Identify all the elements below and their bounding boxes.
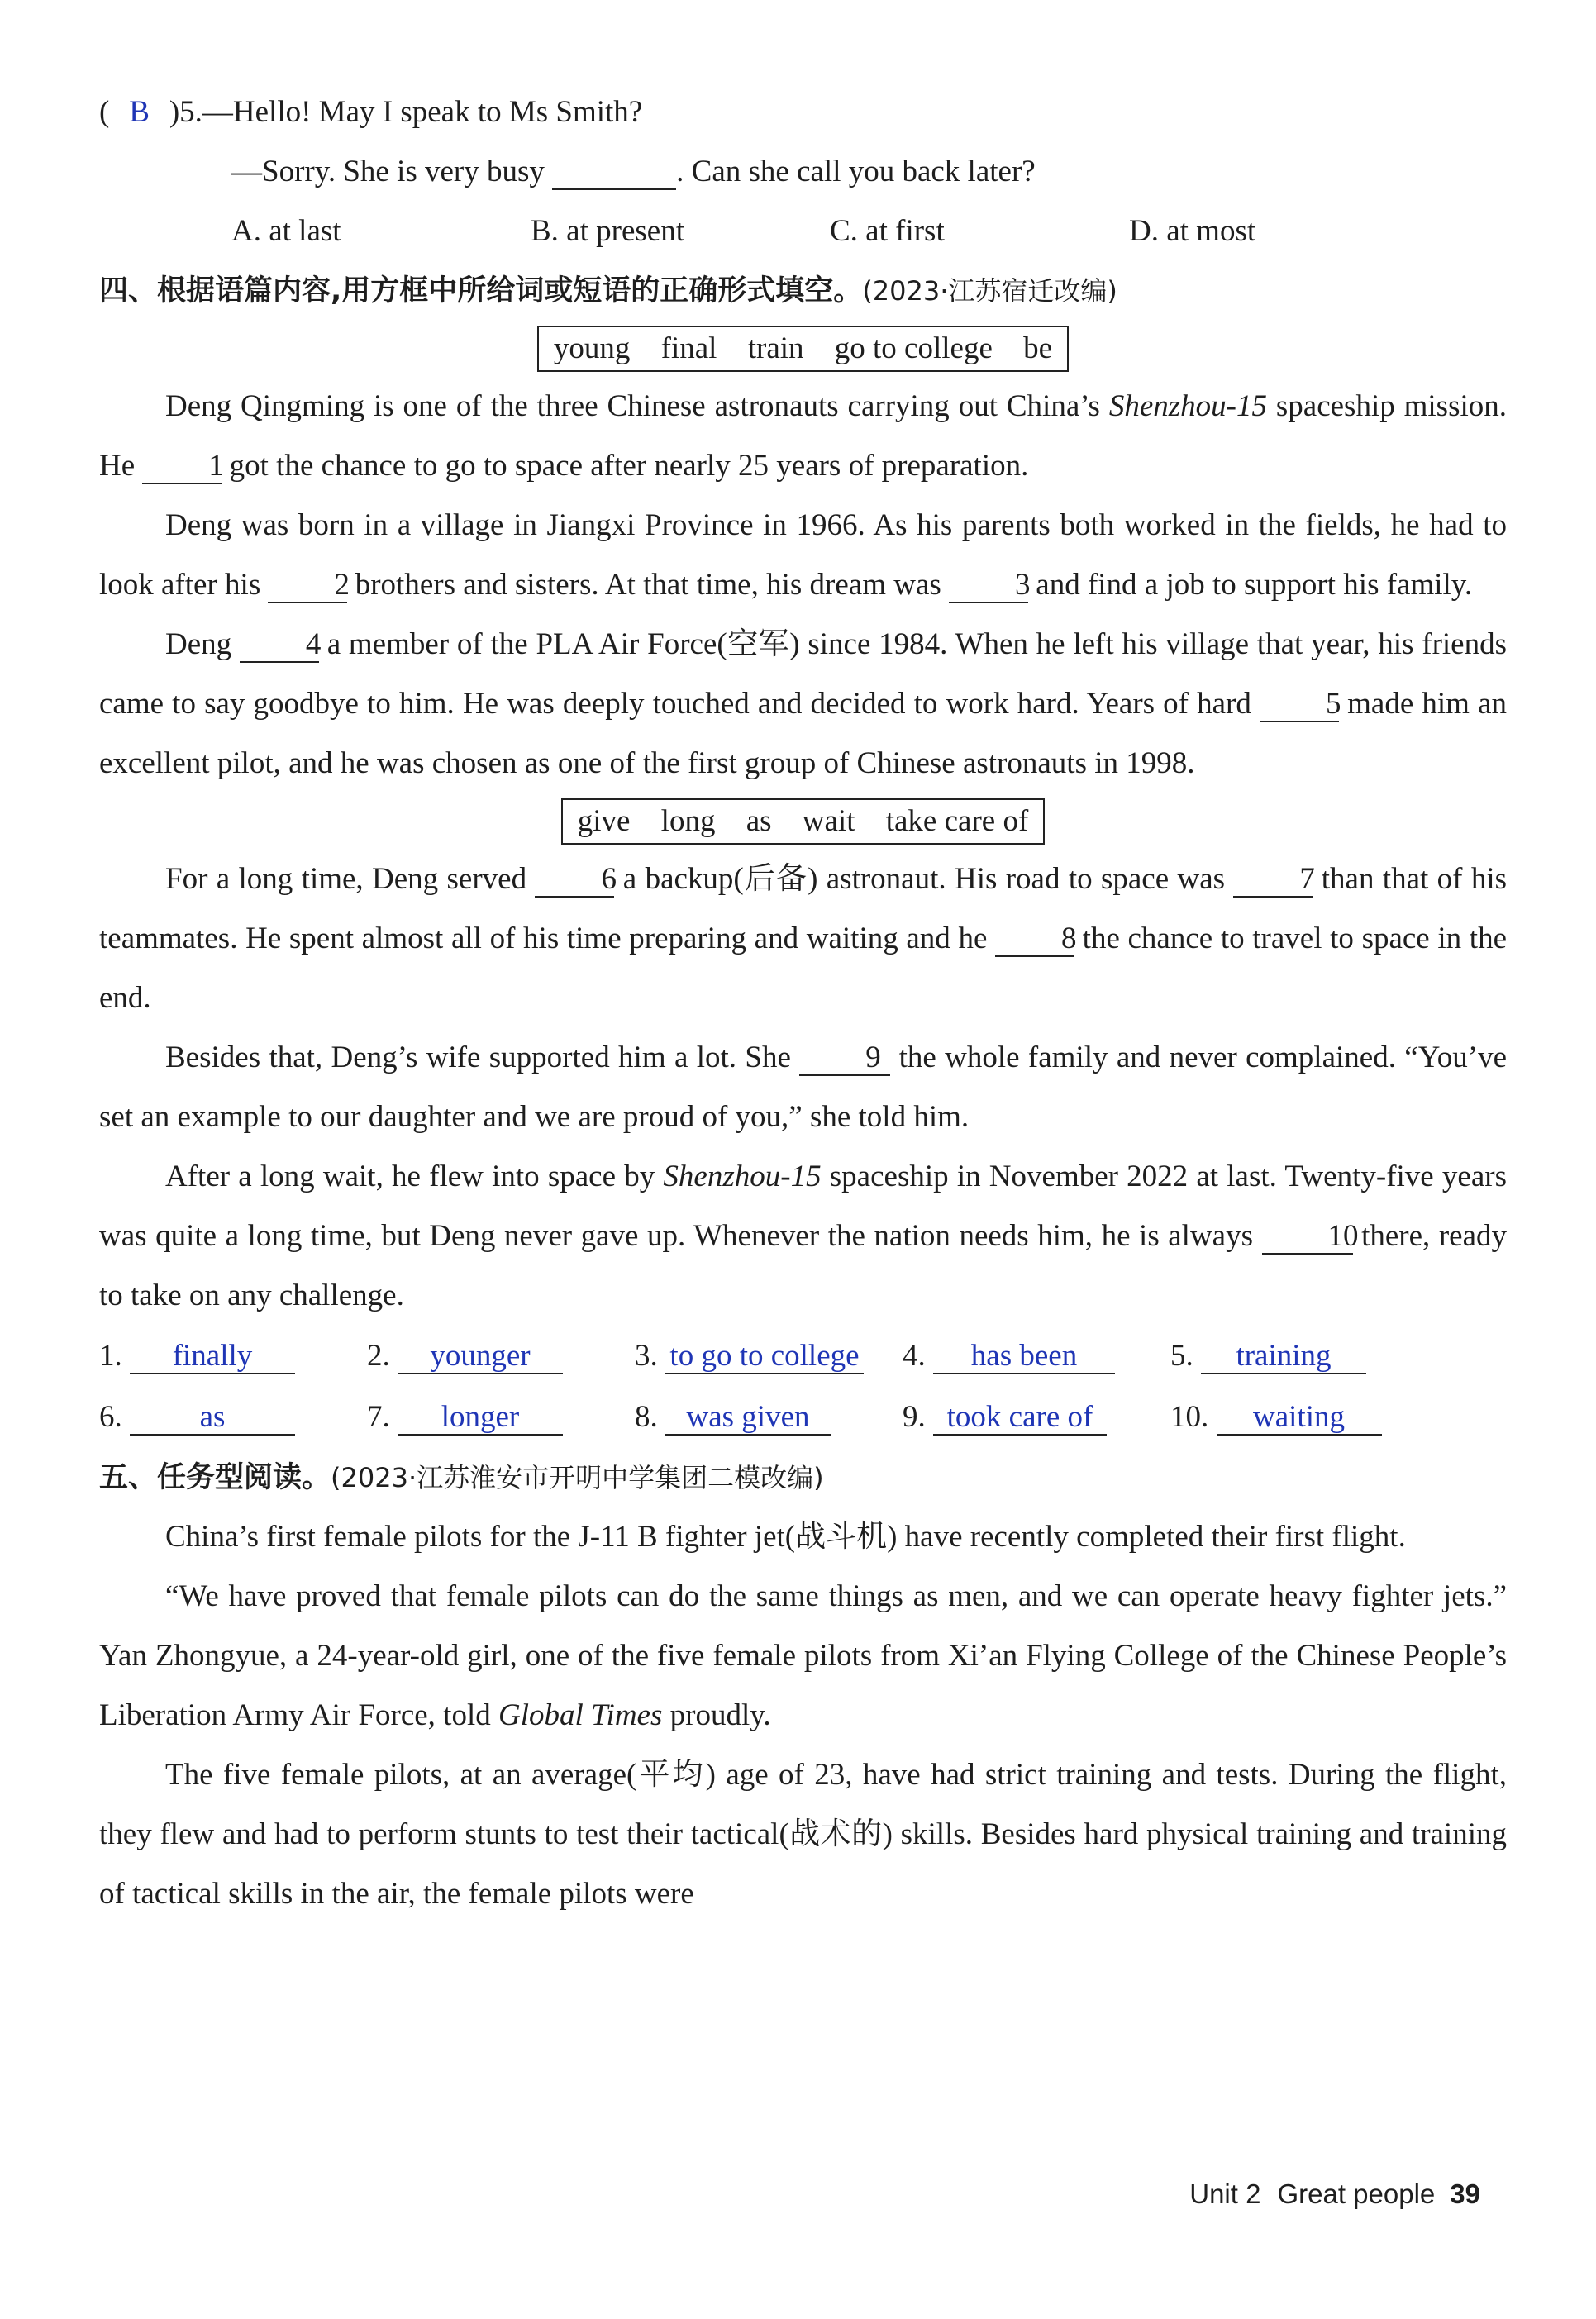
answer-6: 6. as	[99, 1387, 367, 1448]
unit-label: Unit 2	[1189, 2179, 1261, 2209]
answer-grid	[99, 1326, 1507, 1448]
question-5-options	[99, 202, 1507, 261]
question-5-answer: B	[129, 95, 150, 129]
passage-paragraph-3: Deng 4 a member of the PLA Air Force(空军) since 1984. When he left his village that year, his friends came to say goodbye to him. He was deeply touched and decided to work hard. Years of hard 5 made him an excellent pilot, and he was chosen as one of the first group of Chinese astronauts in 1998.	[99, 627, 1507, 780]
question-5-line2: —Sorry. She is very busy . Can she call you back later?	[231, 155, 1036, 188]
option-a: A. at last	[231, 214, 341, 248]
blank-4: 4	[240, 628, 319, 663]
passage-paragraph-2: Deng was born in a village in Jiangxi Province in 1966. As his parents both worked in the fields, he had to look after his 2 brothers and sisters. At that time, his dream was 3 and find a job to support his family.	[99, 508, 1507, 602]
option-c: C. at first	[830, 214, 945, 248]
blank-3: 3	[949, 569, 1028, 603]
blank-1: 1	[142, 450, 222, 484]
section-4-heading: 四、根据语篇内容,用方框中所给词或短语的正确形式填空。(2023·江苏宿迁改编)	[99, 274, 1117, 307]
passage-paragraph-1: Deng Qingming is one of the three Chinese astronauts carrying out China’s Shenzhou-15 spaceship mission. He 1 got the chance to go to space after nearly 25 years of preparation.	[99, 389, 1508, 483]
blank-10: 10	[1262, 1220, 1353, 1255]
unit-title: Great people	[1277, 2179, 1436, 2209]
blank-8: 8	[995, 922, 1074, 957]
answer-4: 4. has been	[903, 1326, 1170, 1387]
blank-2: 2	[268, 569, 347, 603]
blank-7: 7	[1233, 863, 1313, 898]
answer-3: 3. to go to college	[635, 1326, 903, 1387]
passage-paragraph-6: After a long wait, he flew into space by Shenzhou-15 spaceship in November 2022 at last. Twenty-five years was quite a long time, but Deng never gave up. Whenever the nation needs him, he is always 10 there, ready to take on any challenge.	[99, 1160, 1507, 1312]
section-5-paragraph-3: The five female pilots, at an average(平均) age of 23, have had strict training and tests. During the flight, they flew and had to perform stunts to test their tactical(战术的) skills. Besides hard physical training and training of tactical skills in the air, the female pilots were	[99, 1758, 1507, 1911]
section-5-paragraph-2: “We have proved that female pilots can do the same things as men, and we can operate heavy fighter jets.” Yan Zhongyue, a 24-year-old girl, one of the five female pilots from Xi’an Flying College of the Chinese People’s Liberation Army Air Force, told Global Times proudly.	[99, 1579, 1507, 1732]
question-5-line1: ( B )5.—Hello! May I speak to Ms Smith?	[99, 83, 1507, 142]
option-b: B. at present	[531, 214, 684, 248]
passage-paragraph-4: For a long time, Deng served 6 a backup(后备) astronaut. His road to space was 7 than that of his teammates. He spent almost all of his time preparing and waiting and he 8 the chance to travel to space in the end.	[99, 862, 1508, 1015]
answer-7: 7. longer	[367, 1387, 635, 1448]
answer-8: 8. was given	[635, 1387, 903, 1448]
blank-6: 6	[535, 863, 614, 898]
question-5-blank	[552, 155, 676, 190]
answer-10: 10. waiting	[1170, 1387, 1418, 1448]
page-footer	[1189, 2179, 1480, 2210]
section-5-heading: 五、任务型阅读。(2023·江苏淮安市开明中学集团二模改编)	[99, 1461, 824, 1494]
answer-5: 5. training	[1170, 1326, 1418, 1387]
word-box-1: young final train go to college be	[99, 326, 1507, 372]
word-box-2: give long as wait take care of	[99, 798, 1507, 845]
answer-9: 9. took care of	[903, 1387, 1170, 1448]
answer-1: 1. finally	[99, 1326, 367, 1387]
page-number: 39	[1450, 2179, 1480, 2209]
passage-paragraph-5: Besides that, Deng’s wife supported him a lot. She 9 the whole family and never complained. “You’ve set an example to our daughter and we are proud of you,” she told him.	[99, 1040, 1507, 1134]
blank-5: 5	[1260, 688, 1339, 722]
section-5-paragraph-1: China’s first female pilots for the J-11 B fighter jet(战斗机) have recently completed their first flight.	[165, 1520, 1406, 1554]
blank-9: 9	[799, 1041, 890, 1076]
option-d: D. at most	[1129, 214, 1256, 248]
answer-2: 2. younger	[367, 1326, 635, 1387]
